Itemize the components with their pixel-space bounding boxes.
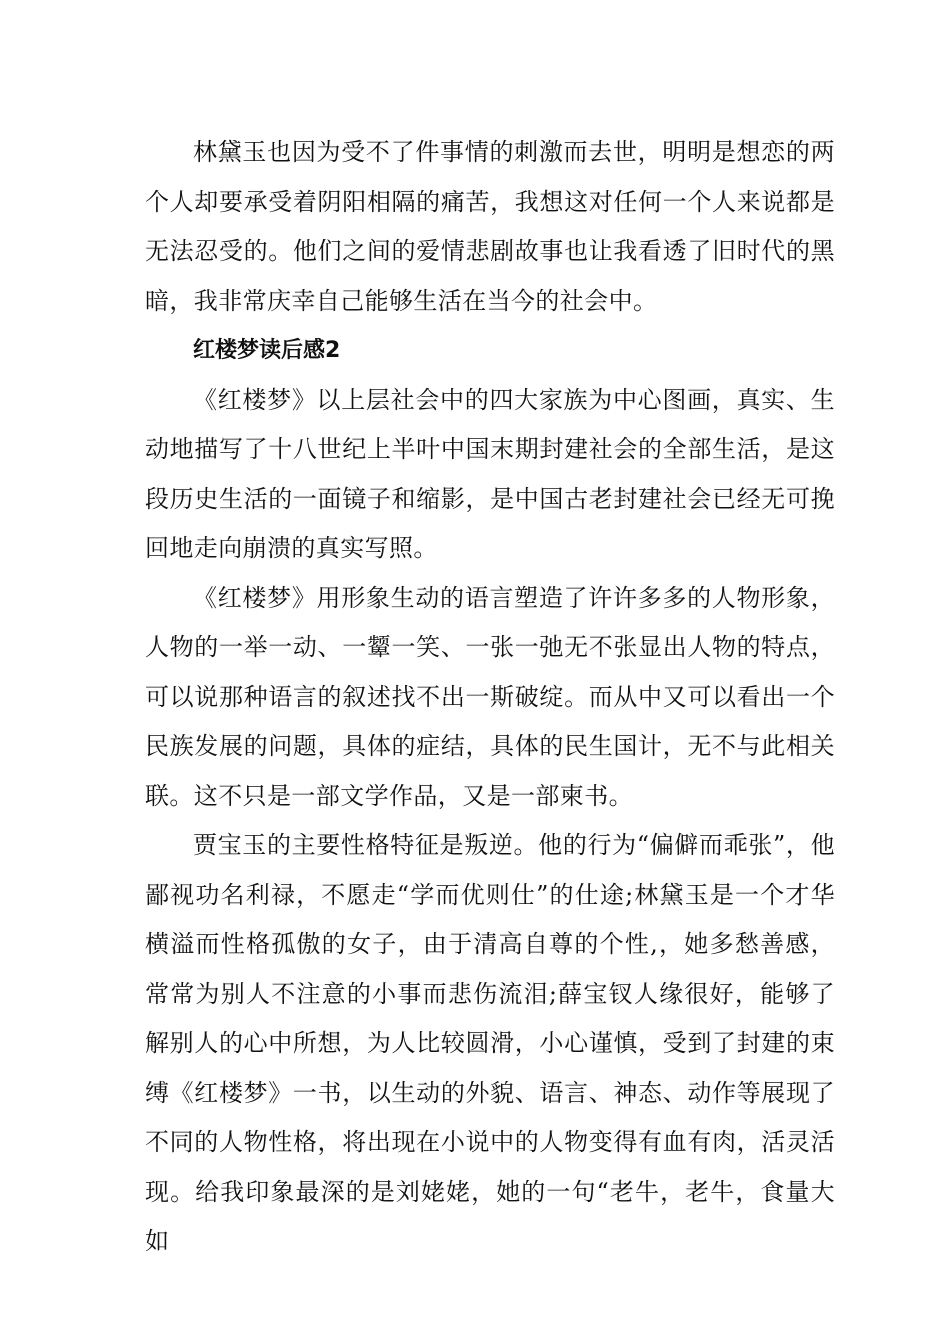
document-body — [145, 128, 835, 1267]
paragraph-3: 《红楼梦》用形象生动的语言塑造了许许多多的人物形象，人物的一举一动、一颦一笑、一张一弛无不张显出人物的特点，可以说那种语言的叙述找不出一斯破绽。而从中又可以看出一个民族发展的问题，具体的症结，具体的民生国计，无不与此相关联。这不只是一部文学作品，又是一部柬书。 — [145, 583, 835, 810]
paragraph-4: 贾宝玉的主要性格特征是叛逆。他的行为“偏僻而乖张”，他鄙视功名利禄，不愿走“学而优则仕”的仕途;林黛玉是一个才华横溢而性格孤傲的女子，由于清高自尊的个性,，她多愁善感，常常为别人不注意的小事而悲伤流泪;薛宝钗人缘很好，能够了解别人的心中所想，为人比较圆滑，小心谨慎，受到了封建的束缚《红楼梦》一书，以生动的外貌、语言、神态、动作等展现了不同的人物性格，将出现在小说中的人物变得有血有肉，活灵活现。给我印象最深的是刘姥姥，她的一句“老牛，老牛，食量大如 — [145, 831, 835, 1255]
paragraph-1: 林黛玉也因为受不了件事情的刺激而去世，明明是想恋的两个人却要承受着阴阳相隔的痛苦，我想这对任何一个人来说都是无法忍受的。他们之间的爱情悲剧故事也让我看透了旧时代的黑暗，我非常庆幸自己能够生活在当今的社会中。 — [145, 138, 835, 315]
paragraph-2: 《红楼梦》以上层社会中的四大家族为中心图画，真实、生动地描写了十八世纪上半叶中国末期封建社会的全部生活，是这段历史生活的一面镜子和缩影，是中国古老封建社会已经无可挽回地走向崩溃的真实写照。 — [145, 385, 835, 562]
section-heading: 红楼梦读后感2 — [193, 338, 341, 363]
